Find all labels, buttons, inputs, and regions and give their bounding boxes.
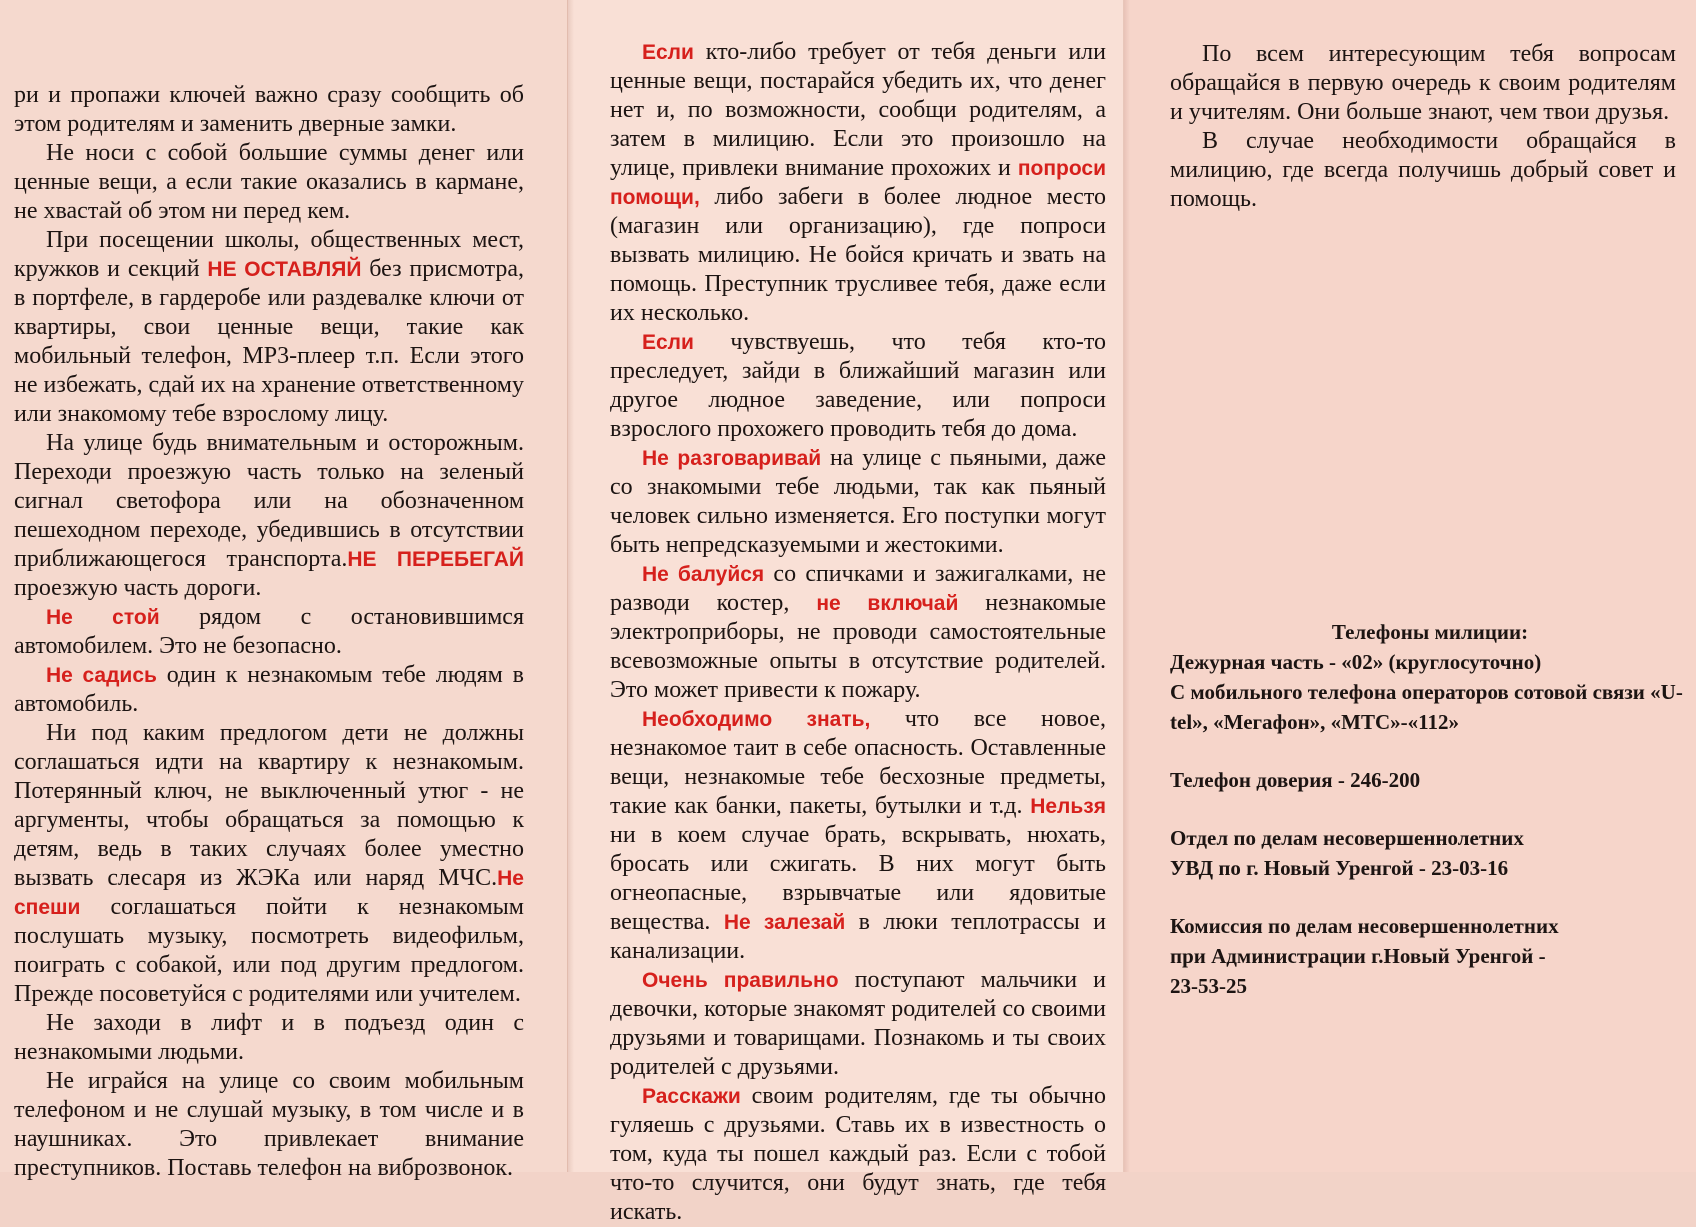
warning-text: НЕ ПЕРЕБЕГАЙ [347,548,524,571]
paragraph: Расскажи своим родителям, где ты обычно гуляешь с друзьями. Ставь их в известность о том, куда ты пошел каждый раз. Если с тобой что-то случится, они будут знать, где тебя искать. [610,1083,1106,1225]
paragraph: Не заходи в лифт и в подъезд один с незнакомыми людьми. [14,1010,524,1065]
leaflet-panel-left [0,0,568,1181]
paragraph: Очень правильно поступают мальчики и девочки, которые знакомят родителей со своими друзьями и товарищами. Познакомь и ты своих родителей с друзьями. [610,967,1106,1080]
warning-text: Не садись [46,664,157,687]
warning-text: Не спеши [14,867,524,919]
paragraph: В случае необходимости обращайся в милицию, где всегда получишь добрый совет и помощь. [1170,128,1676,212]
warning-text: Если [642,331,694,354]
warning-text: не включай [816,592,959,615]
contact-line: Комиссия по делам несовершеннолетних [1170,914,1559,938]
text-column-right [1170,40,1676,214]
paragraph: Не балуйся со спичками и зажигалками, не разводи костер, не включай незнакомые электроприборы, не проводи самостоятельные всевозможные опыты в отсутствие родителей. Это может привести к пожару. [610,561,1107,703]
warning-text: Очень правильно [642,969,839,992]
text-column-middle [610,38,1106,1227]
contact-line: УВД по г. Новый Уренгой - 23-03-16 [1170,856,1509,880]
warning-text: попроси помощи, [610,157,1106,209]
police-contacts [1170,617,1690,1001]
paragraph: ри и пропажи ключей важно сразу сообщить об этом родителям и заменить дверные замки. [14,82,524,137]
paragraph: Не садись один к незнакомым тебе людям в автомобиль. [14,662,525,717]
contact-line: С мобильного телефона операторов сотовой связи «U-tel», «Мегафон», «МТС»-«112» [1170,680,1683,734]
paragraph: Если кто-либо требует от тебя деньги или ценные вещи, постарайся убедить их, что денег нет и, по возможности, сообщи родителям, а затем в милицию. Если это произошло на улице, привлеки внимание прохожих и попроси помощи, либо забеги в более людное место (магазин или организацию), где попроси вызвать милицию. Не бойся кричать и звать на помощь. Преступник трусливее тебя, даже если их несколько. [610,39,1106,326]
contact-line: Дежурная часть - «02» (круглосуточно) [1170,650,1542,674]
warning-text: Не балуйся [642,563,765,586]
paragraph: Ни под каким предлогом дети не должны соглашаться идти на квартиру к незнакомым. Потерянный ключ, не выключенный утюг - не аргументы, чтобы обращаться за помощью к детям, ведь в таких случаях более уместно вызвать слесаря из ЖЭКа или наряд МЧС.Не спеши соглашаться пойти к незнакомым послушать музыку, посмотреть видеофильм, поиграть с собакой, или под другим предлогом. Прежде посоветуйся с родителями или учителем. [14,720,524,1007]
paragraph: Не стой рядом с остановившимся автомобилем. Это не безопасно. [14,604,524,659]
warning-text: Не залезай [723,911,846,934]
warning-text: Нельзя [1030,795,1106,818]
contact-line: Телефон доверия - 246-200 [1170,768,1421,792]
warning-text: Необходимо знать, [642,708,871,731]
warning-text: Не разговаривай [642,447,822,470]
paragraph: При посещении школы, общественных мест, кружков и секций НЕ ОСТАВЛЯЙ без присмотра, в портфеле, в гардеробе или раздевалке ключи от квартиры, свои ценные вещи, такие как мобильный телефон, MP3-плеер т.п. Если этого не избежать, сдай их на хранение ответственному или знакомому тебе взрослому лицу. [14,227,524,427]
text-column-left [14,81,524,1183]
paragraph: Если чувствуешь, что тебя кто-то преследует, зайди в ближайший магазин или другое людное заведение, или попроси взрослого прохожего проводить тебя до дома. [610,329,1106,442]
warning-text: Не стой [46,606,160,629]
warning-text: Если [642,41,694,64]
paragraph: По всем интересующим тебя вопросам обращайся в первую очередь к своим родителям и учителям. Они больше знают, чем твои друзья. [1170,41,1676,125]
contact-line: 23-53-25 [1170,974,1247,998]
warning-text: Расскажи [642,1085,741,1108]
paragraph: Не играйся на улице со своим мобильным телефоном и не слушай музыку, в том числе и в наушниках. Это привлекает внимание преступников. Поставь телефон на виброзвонок. [14,1068,524,1181]
fold-shadow [1124,0,1130,1172]
contacts-title: Телефоны милиции: [1331,620,1529,644]
leaflet-panel-middle [568,0,1124,1225]
contact-line: при Администрации г.Новый Уренгой - [1170,944,1546,968]
paragraph: Не носи с собой большие суммы денег или ценные вещи, а если такие оказались в кармане, не хвастай об этом ни перед кем. [14,140,524,224]
contact-line: Отдел по делам несовершеннолетних [1170,826,1524,850]
paragraph: Необходимо знать, что все новое, незнакомое таит в себе опасность. Оставленные вещи, незнакомые тебе бесхозные предметы, такие как банки, пакеты, бутылки и т.д. Нельзя ни в коем случае брать, вскрывать, нюхать, бросать или сжигать. В них могут быть огнеопасные, взрывчатые или ядовитые вещества. Не залезай в люки теплотрассы и канализации. [610,706,1107,964]
paragraph: Не разговаривай на улице с пьяными, даже со знакомыми тебе людьми, так как пьяный человек сильно изменяется. Его поступки могут быть непредсказуемыми и жестокими. [610,445,1106,558]
warning-text: НЕ ОСТАВЛЯЙ [207,258,362,281]
fold-shadow [568,0,574,1172]
leaflet-panel-right [1124,0,1696,1172]
paragraph: На улице будь внимательным и осторожным. Переходи проезжую часть только на зеленый сигнал светофора или на обозначенном пешеходном переходе, убедившись в отсутствии приближающегося транспорта.НЕ ПЕРЕБЕГАЙ проезжую часть дороги. [14,430,524,601]
